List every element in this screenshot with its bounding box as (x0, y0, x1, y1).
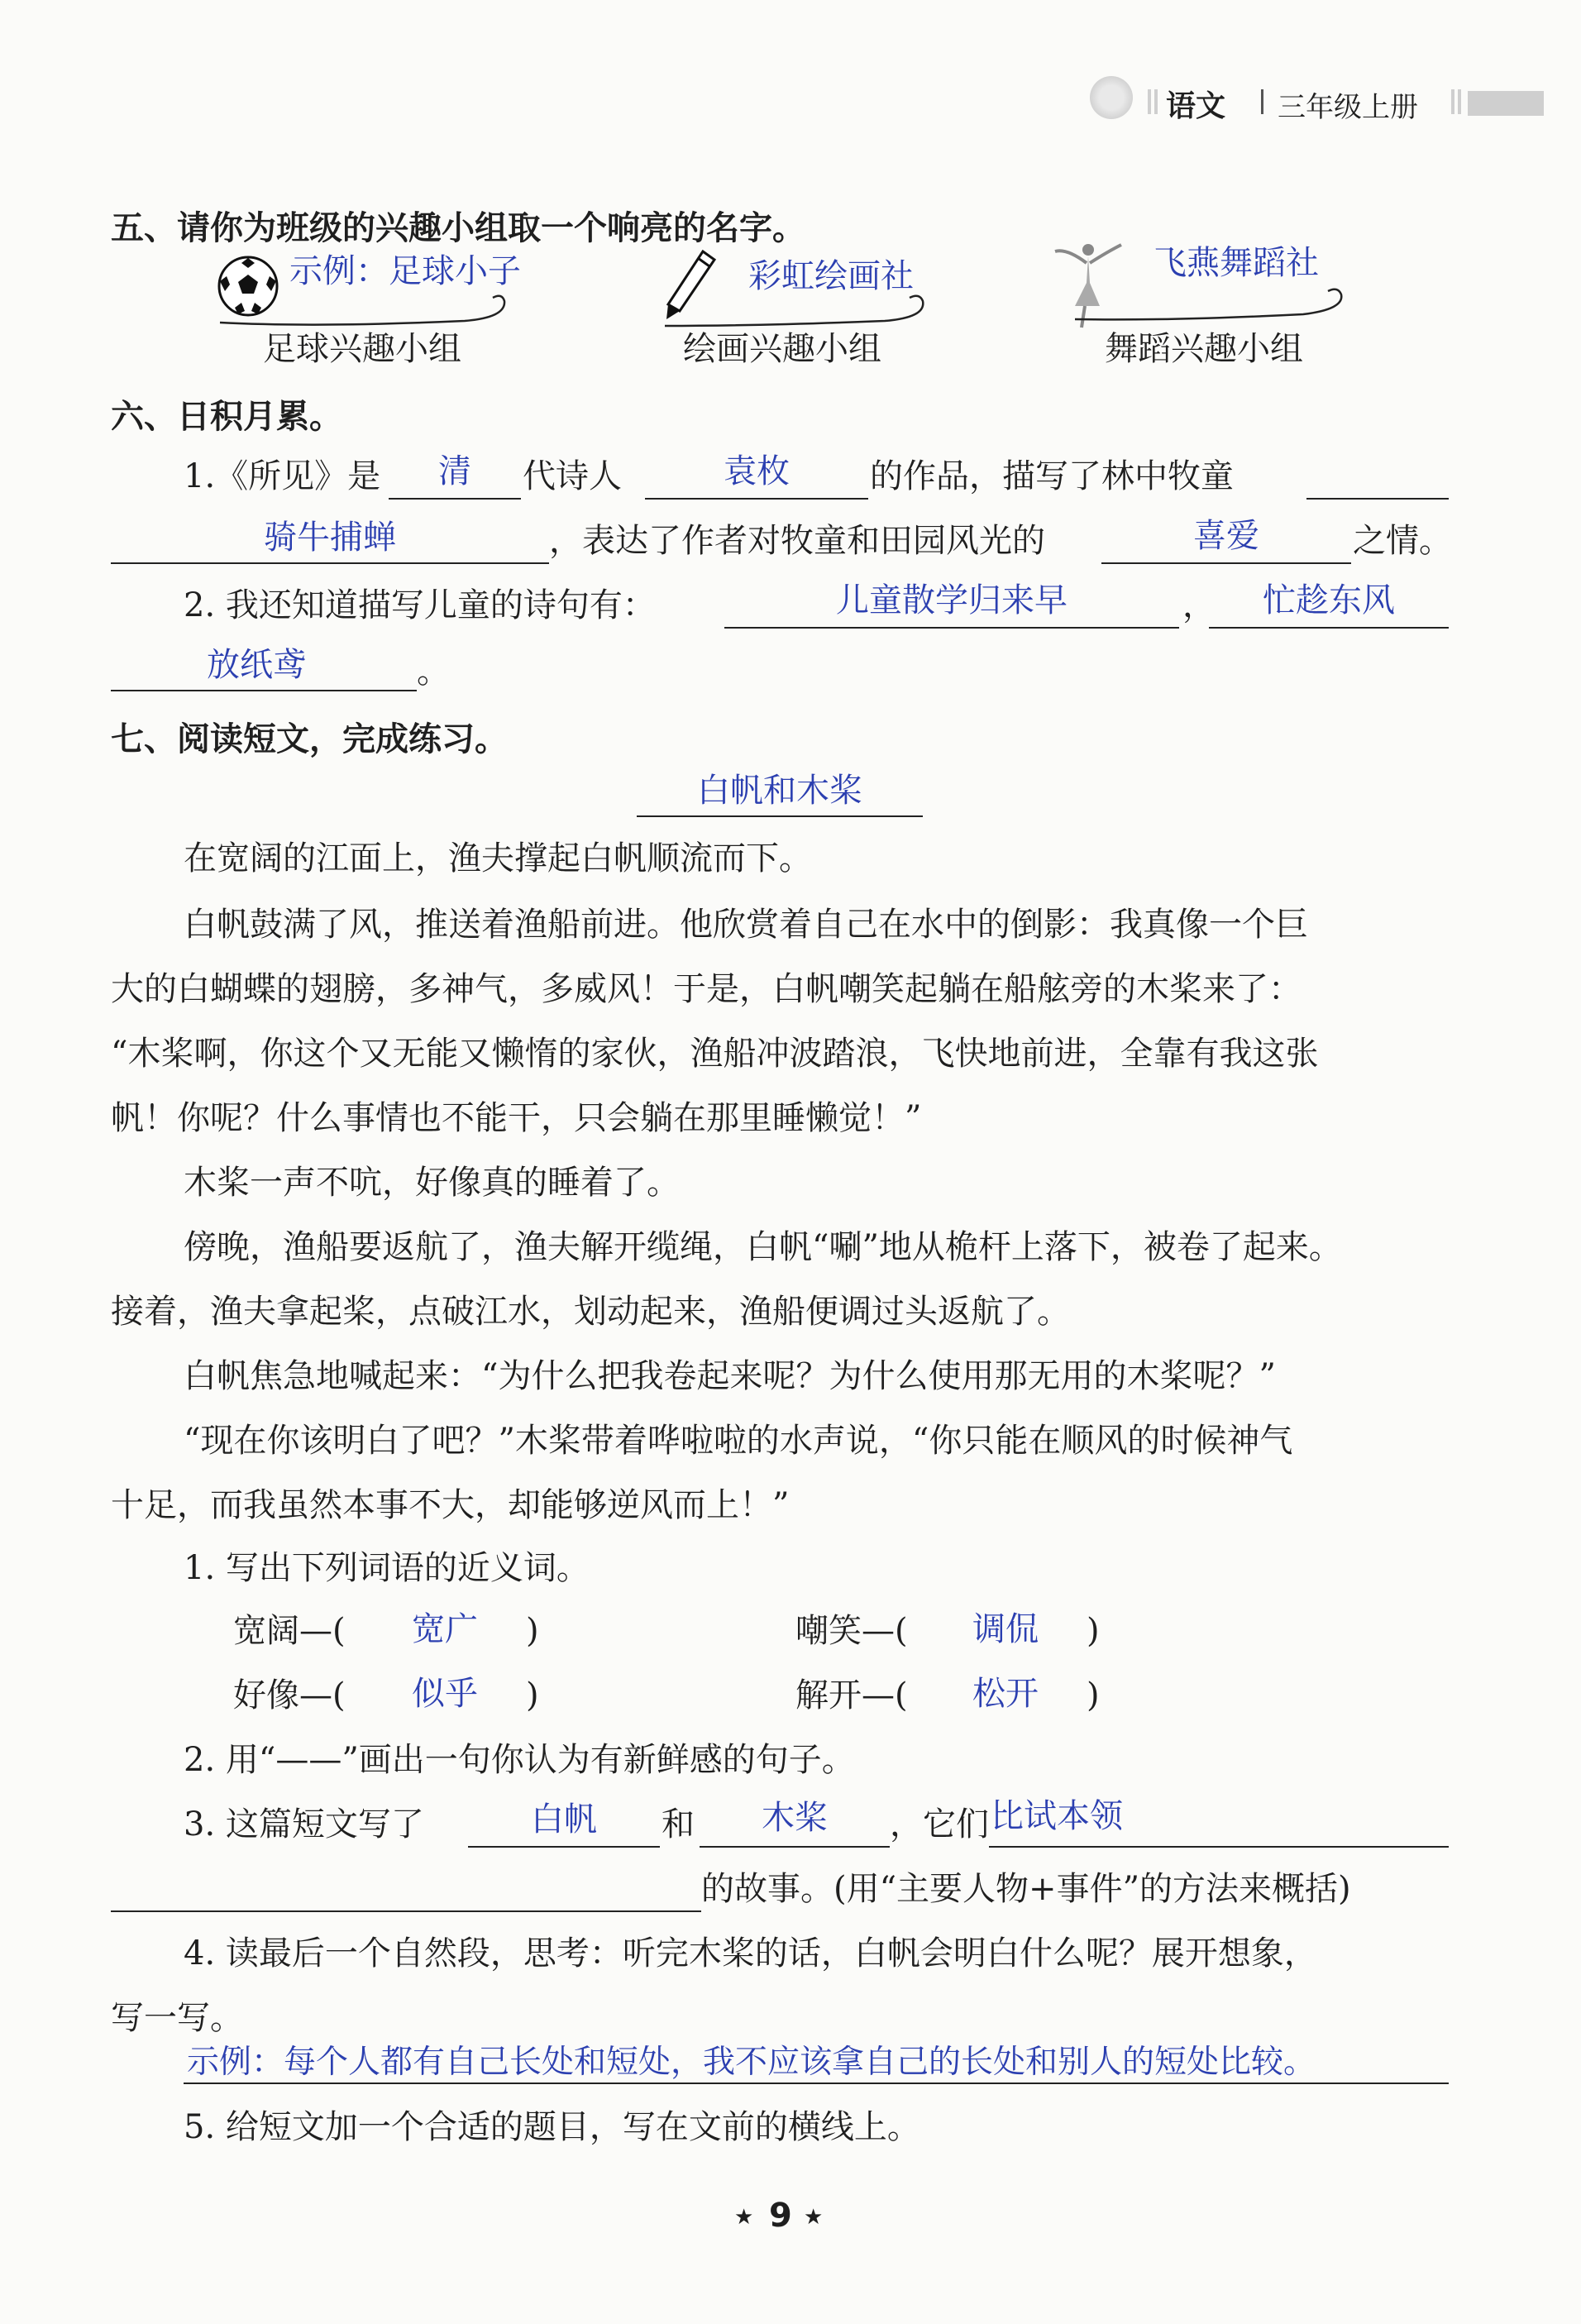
s6-q1-blank3a[interactable] (1306, 498, 1449, 500)
header-divider (1148, 89, 1151, 114)
section-7-title: 七、阅读短文，完成练习。 (111, 720, 508, 758)
s7-q3-part2: 和 (662, 1805, 695, 1843)
story-title-blank[interactable] (637, 815, 923, 817)
s6-q2-separator: ， (1182, 586, 1216, 624)
s6-q1-answer3: 骑牛捕蝉 (264, 519, 396, 557)
s7-q3-part1: 3. 这篇短文写了 (184, 1805, 424, 1843)
synonym-close: ) (1087, 1676, 1100, 1714)
s7-q3-answer3: 比试本领 (991, 1797, 1123, 1835)
story-paragraph: 接着，渔夫拿起桨，点破江水，划动起来，渔船便调过头返航了。 (111, 1293, 1070, 1331)
s7-q3-part4: 的故事。(用“主要人物+事件”的方法来概括) (701, 1870, 1351, 1908)
page-number: 9 (769, 2197, 792, 2235)
story-title-answer: 白帆和木桨 (697, 772, 862, 810)
s7-q3-blank3b[interactable] (111, 1910, 701, 1912)
s7-q3-blank1[interactable] (468, 1846, 660, 1848)
s7-q4-answer-line[interactable] (184, 2083, 1449, 2084)
s7-q3-blank3a[interactable] (989, 1846, 1449, 1848)
group-1-answer: 示例：足球小子 (289, 252, 521, 290)
header-grade: 三年级上册 (1278, 91, 1418, 124)
s6-q1-blank4[interactable] (1101, 562, 1351, 564)
synonym-answer[interactable]: 似乎 (412, 1675, 478, 1713)
header-divider (1261, 89, 1263, 114)
synonym-word: 宽阔—( (233, 1612, 346, 1650)
story-paragraph: 木桨一声不吭，好像真的睡着了。 (184, 1164, 680, 1202)
s6-q1-part4: ，表达了作者对牧童和田园风光的 (549, 522, 1045, 560)
s6-q2-blank3[interactable] (111, 690, 417, 691)
synonym-word: 好像—( (233, 1676, 346, 1714)
s6-q2-part1: 2. 我还知道描写儿童的诗句有： (184, 586, 656, 624)
synonym-word: 解开—( (795, 1676, 908, 1714)
synonym-close: ) (1087, 1612, 1100, 1650)
s6-q1-answer4: 喜爱 (1193, 517, 1259, 555)
header-divider (1458, 89, 1461, 114)
synonym-word: 嘲笑—( (795, 1612, 908, 1650)
story-paragraph: 在宽阔的江面上，渔夫撑起白帆顺流而下。 (184, 839, 812, 877)
story-paragraph: “木桨啊，你这个又无能又懒惰的家伙，渔船冲波踏浪，飞快地前进，全靠有我这张 (111, 1035, 1319, 1073)
s6-q1-part5: 之情。 (1353, 522, 1452, 560)
s6-q1-part3: 的作品，描写了林中牧童 (870, 457, 1234, 495)
star-icon: ★ (734, 2205, 754, 2230)
group-3-curve (1072, 285, 1353, 326)
story-paragraph: 帆！你呢？什么事情也不能干，只会躺在那里睡懒觉！” (111, 1099, 922, 1137)
synonym-close: ) (526, 1612, 539, 1650)
s6-q2-answer3: 放纸鸢 (207, 646, 306, 684)
s7-q2-text: 2. 用“——”画出一句你认为有新鲜感的句子。 (184, 1741, 855, 1779)
group-3-answer: 飞燕舞蹈社 (1154, 244, 1319, 282)
s7-q3-answer1: 白帆 (531, 1800, 597, 1839)
s7-q3-part3: ，它们 (890, 1805, 989, 1843)
story-paragraph: “现在你该明白了吧？”木桨带着哗啦啦的水声说，“你只能在顺风的时候神气 (184, 1422, 1293, 1460)
group-2-answer: 彩虹绘画社 (748, 257, 914, 295)
story-paragraph: 白帆鼓满了风，推送着渔船前进。他欣赏着自己在水中的倒影：我真像一个巨 (184, 906, 1308, 944)
s6-q1-blank3b[interactable] (111, 562, 549, 564)
s6-q1-blank2[interactable] (645, 498, 868, 500)
s6-q1-part2: 代诗人 (523, 457, 622, 495)
s6-q2-answer1: 儿童散学归来早 (836, 581, 1068, 619)
s7-q4-line2: 写一写。 (111, 1999, 243, 2037)
group-1-label: 足球兴趣小组 (263, 330, 461, 368)
synonym-answer[interactable]: 调侃 (972, 1610, 1039, 1648)
s7-q3-blank2[interactable] (700, 1846, 890, 1848)
header-divider (1154, 89, 1158, 114)
s7-q4-line1: 4. 读最后一个自然段，思考：听完木桨的话，白帆会明白什么呢？展开想象， (184, 1934, 1317, 1973)
s7-q1-text: 1. 写出下列词语的近义词。 (184, 1549, 590, 1587)
header-subject: 语文 (1166, 89, 1226, 123)
star-icon: ★ (804, 2205, 824, 2230)
synonym-answer[interactable]: 宽广 (412, 1610, 478, 1648)
s6-q1-answer2: 袁枚 (724, 452, 790, 490)
story-paragraph: 十足，而我虽然本事不大，却能够逆风而上！” (111, 1486, 790, 1524)
s7-q4-answer: 示例：每个人都有自己长处和短处，我不应该拿自己的长处和别人的短处比较。 (187, 2044, 1316, 2081)
synonym-answer[interactable]: 松开 (972, 1675, 1039, 1713)
sun-logo-icon (1090, 76, 1133, 119)
s6-q2-answer2: 忙趁东风 (1263, 581, 1395, 619)
s6-q2-blank2[interactable] (1209, 627, 1449, 629)
s6-q1-part1: 1.《所见》是 (184, 457, 381, 495)
group-3-label: 舞蹈兴趣小组 (1105, 330, 1303, 368)
section-6-title: 六、日积月累。 (111, 398, 342, 436)
s6-q2-blank1[interactable] (724, 627, 1179, 629)
group-2-label: 绘画兴趣小组 (683, 330, 881, 368)
s6-q1-blank1[interactable] (389, 498, 521, 500)
synonym-close: ) (526, 1676, 539, 1714)
header-bar (1468, 91, 1544, 116)
header-divider (1451, 89, 1454, 114)
story-paragraph: 白帆焦急地喊起来：“为什么把我卷起来呢？为什么使用那无用的木桨呢？” (184, 1357, 1276, 1395)
s7-q3-answer2: 木桨 (762, 1799, 828, 1837)
s7-q5-text: 5. 给短文加一个合适的题目，写在文前的横线上。 (184, 2108, 920, 2146)
story-paragraph: 大的白蝴蝶的翅膀，多神气，多威风！于是，白帆嘲笑起躺在船舷旁的木桨来了： (111, 970, 1302, 1008)
story-paragraph: 傍晚，渔船要返航了，渔夫解开缆绳，白帆“唰”地从桅杆上落下，被卷了起来。 (184, 1228, 1342, 1266)
s6-q2-end: 。 (417, 653, 450, 691)
section-5-title: 五、请你为班级的兴趣小组取一个响亮的名字。 (111, 209, 805, 247)
s6-q1-answer1: 清 (438, 452, 471, 490)
